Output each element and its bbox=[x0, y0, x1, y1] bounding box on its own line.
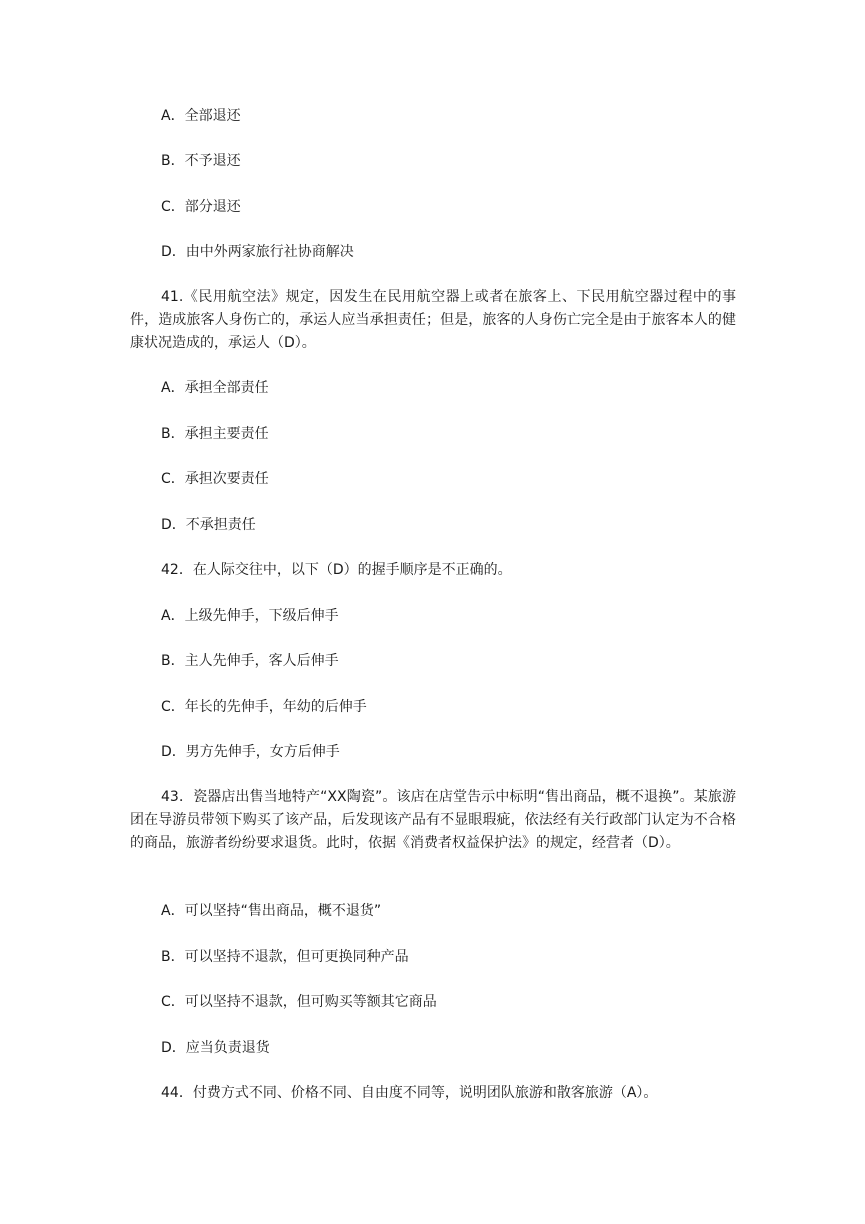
option-d: D．由中外两家旅行社协商解决 bbox=[161, 244, 354, 260]
question-42-option-d: D．男方先伸手，女方后伸手 bbox=[161, 744, 340, 760]
question-42-option-a: A．上级先伸手，下级后伸手 bbox=[161, 608, 339, 624]
question-43-option-c: C．可以坚持不退款，但可购买等额其它商品 bbox=[161, 994, 437, 1010]
question-43-option-d: D．应当负责退货 bbox=[161, 1040, 270, 1056]
question-43-option-b: B．可以坚持不退款，但可更换同种产品 bbox=[161, 949, 409, 965]
question-41-option-a: A．承担全部责任 bbox=[161, 380, 269, 396]
option-b: B．不予退还 bbox=[161, 153, 241, 169]
question-44-stem: 44．付费方式不同、价格不同、自由度不同等，说明团队旅游和散客旅游（A）。 bbox=[161, 1085, 658, 1101]
question-42-option-c: C．年长的先伸手，年幼的后伸手 bbox=[161, 699, 367, 715]
option-c: C．部分退还 bbox=[161, 199, 241, 215]
question-41-option-c: C．承担次要责任 bbox=[161, 471, 269, 487]
question-41-stem: 41.《民用航空法》规定，因发生在民用航空器上或者在旅客上、下民用航空器过程中的事件，造成旅客人身伤亡的，承运人应当承担责任；但是，旅客的人身伤亡完全是由于旅客本人的健康状况造成的，承运人（D）。 bbox=[130, 289, 736, 351]
question-41-option-d: D．不承担责任 bbox=[161, 517, 256, 533]
question-41-option-b: B．承担主要责任 bbox=[161, 426, 269, 442]
question-43-stem: 43．瓷器店出售当地特产“XX陶瓷”。该店在店堂告示中标明“售出商品，概不退换”。某旅游团在导游员带领下购买了该产品，后发现该产品有不显眼瑕疵，依法经有关行政部门认定为不合格的商品，旅游者纷纷要求退货。此时，依据《消费者权益保护法》的规定，经营者（D）。 bbox=[130, 789, 736, 851]
question-42-option-b: B．主人先伸手，客人后伸手 bbox=[161, 653, 339, 669]
question-42-stem: 42．在人际交往中，以下（D）的握手顺序是不正确的。 bbox=[161, 562, 512, 578]
option-a: A．全部退还 bbox=[161, 108, 241, 124]
question-43-option-a: A．可以坚持“售出商品，概不退货” bbox=[161, 903, 382, 919]
